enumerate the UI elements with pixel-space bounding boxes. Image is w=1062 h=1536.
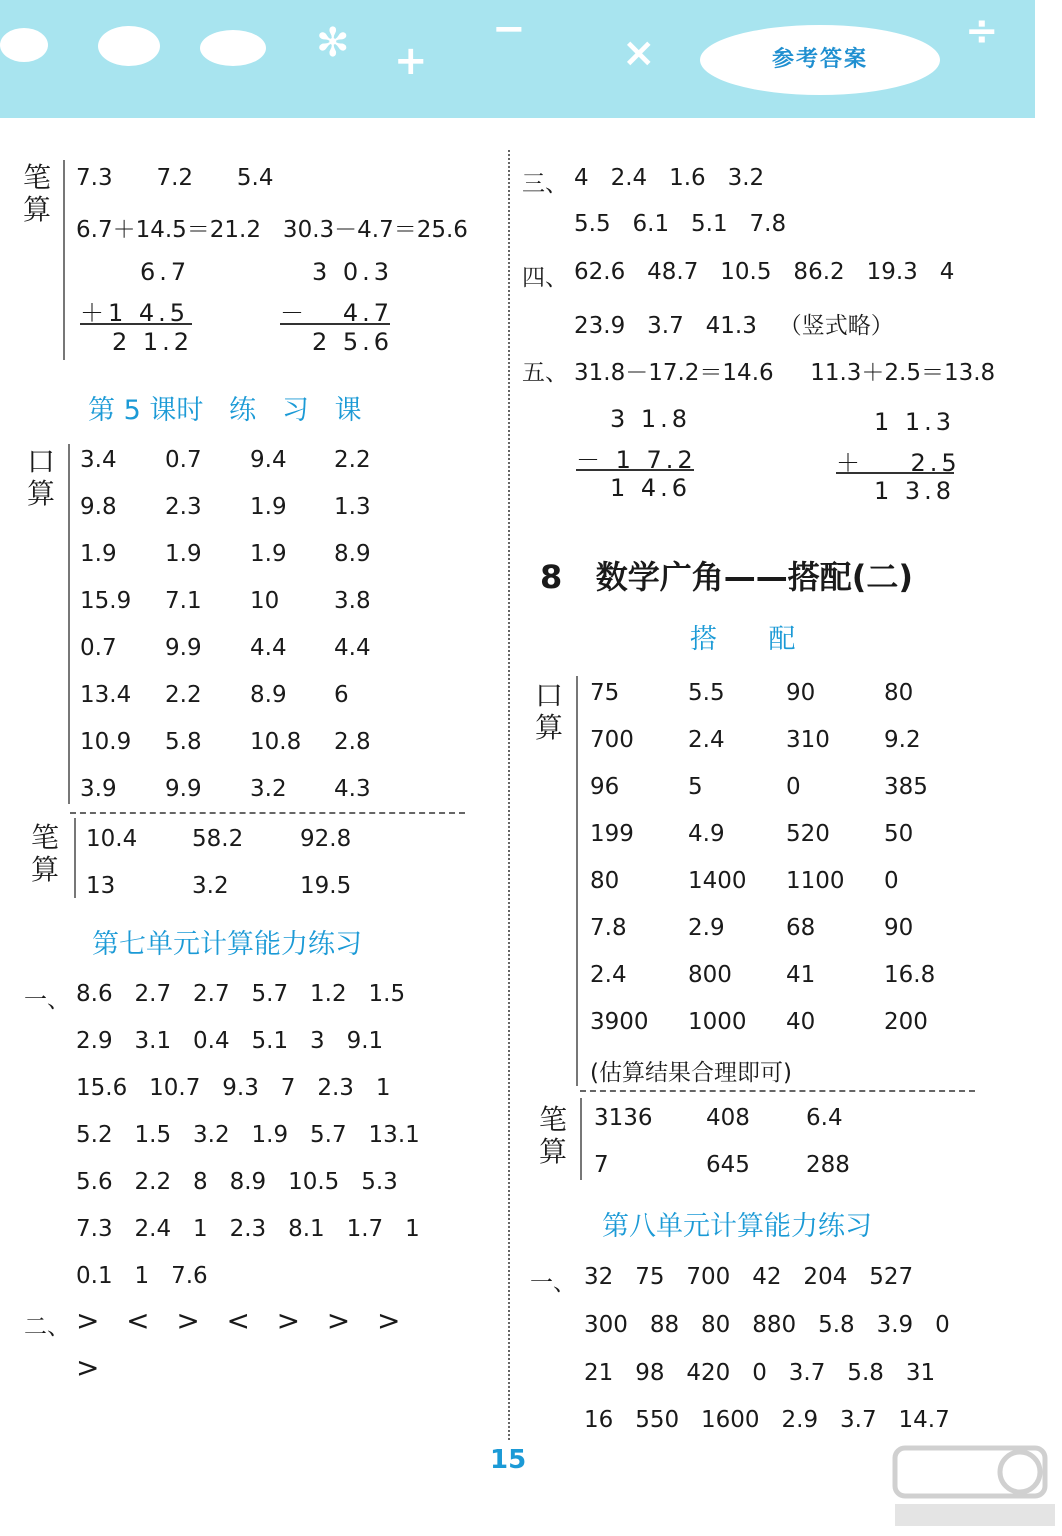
kousuan-cell: 5.5	[688, 680, 725, 706]
dapei-title: 搭 配	[690, 624, 796, 655]
kousuan-cell: 0	[786, 774, 801, 800]
bisuan-cell: 19.5	[300, 873, 352, 899]
bisuan-cell: 408	[706, 1105, 750, 1131]
kousuan-cell: 13.4	[80, 682, 132, 708]
kousuan-cell: 7.8	[590, 915, 627, 941]
label-bar	[74, 818, 76, 898]
vertical-calc-top: 1 1.3	[874, 408, 956, 436]
bisuan-cell: 6.4	[806, 1105, 843, 1131]
kousuan-label: 口算	[26, 445, 55, 510]
kousuan-cell: 1.9	[80, 541, 117, 567]
kousuan-cell: 3.9	[80, 776, 117, 802]
kousuan-cell: 3900	[590, 1009, 649, 1035]
vertical-calc-result: 1 4.6	[610, 474, 692, 502]
label-bar	[576, 676, 578, 1086]
answer-row: 31.8－17.2＝14.6 11.3＋2.5＝13.8	[574, 360, 996, 386]
header-banner	[0, 0, 1035, 118]
answer-row: >	[76, 1351, 100, 1384]
vertical-calc-top: 3 0.3	[312, 258, 394, 286]
kousuan-cell: 1.9	[250, 541, 287, 567]
kousuan-cell: 2.2	[165, 682, 202, 708]
question-prefix: 一、	[530, 1270, 576, 1296]
kousuan-cell: 1400	[688, 868, 747, 894]
kousuan-cell: 2.8	[334, 729, 371, 755]
kousuan-cell: 2.9	[688, 915, 725, 941]
answer-row: 4 2.4 1.6 3.2	[574, 165, 765, 191]
estimate-note: (估算结果合理即可)	[590, 1060, 792, 1086]
answer-row: > < > < > > >	[76, 1304, 401, 1337]
question-prefix: 二、	[24, 1314, 70, 1340]
kousuan-cell: 68	[786, 915, 816, 941]
kousuan-cell: 1.9	[165, 541, 202, 567]
question-prefix: 一、	[24, 987, 70, 1013]
bisuan-label: 笔算	[30, 821, 59, 886]
kousuan-cell: 5	[688, 774, 703, 800]
kousuan-cell: 7.1	[165, 588, 202, 614]
kousuan-cell: 41	[786, 962, 816, 988]
calc-underline	[280, 323, 390, 325]
section-separator	[580, 1090, 975, 1092]
cloud-icon	[98, 26, 160, 66]
kousuan-cell: 96	[590, 774, 620, 800]
calc-underline	[80, 323, 192, 325]
answer-row: 7.3 2.4 1 2.3 8.1 1.7 1	[76, 1216, 420, 1242]
bisuan-cell: 288	[806, 1152, 850, 1178]
bisuan-cell: 13	[86, 873, 116, 899]
kousuan-cell: 2.4	[688, 727, 725, 753]
kousuan-cell: 200	[884, 1009, 928, 1035]
kousuan-cell: 3.8	[334, 588, 371, 614]
bisuan-cell: 3136	[594, 1105, 653, 1131]
section-separator	[70, 812, 465, 814]
kousuan-cell: 80	[590, 868, 620, 894]
answer-row: 32 75 700 42 204 527	[584, 1264, 914, 1290]
bisuan-label: 笔算	[22, 161, 51, 226]
kousuan-label: 口算	[534, 679, 563, 744]
kousuan-cell: 9.8	[80, 494, 117, 520]
vertical-calc-mid: ＋ 2.5	[836, 449, 961, 477]
answer-row: 15.6 10.7 9.3 7 2.3 1	[76, 1075, 391, 1101]
kousuan-cell: 10	[250, 588, 280, 614]
kousuan-cell: 9.9	[165, 635, 202, 661]
kousuan-cell: 700	[590, 727, 634, 753]
bisuan-row: 6.7＋14.5＝21.2 30.3－4.7＝25.6	[76, 217, 468, 243]
kousuan-cell: 800	[688, 962, 732, 988]
kousuan-cell: 4.4	[334, 635, 371, 661]
kousuan-cell: 40	[786, 1009, 816, 1035]
kousuan-cell: 90	[786, 680, 816, 706]
answer-row: 62.6 48.7 10.5 86.2 19.3 4	[574, 259, 955, 285]
kousuan-cell: 1100	[786, 868, 845, 894]
minus-icon: −	[492, 6, 526, 52]
kousuan-cell: 520	[786, 821, 830, 847]
kousuan-cell: 6	[334, 682, 349, 708]
answer-row: 2.9 3.1 0.4 5.1 3 9.1	[76, 1028, 384, 1054]
kousuan-cell: 75	[590, 680, 620, 706]
kousuan-cell: 9.9	[165, 776, 202, 802]
snowflake-icon: ✻	[316, 20, 350, 66]
kousuan-cell: 199	[590, 821, 634, 847]
calc-underline	[836, 472, 954, 474]
vertical-calc-mid: － 1 7.2	[576, 446, 697, 474]
unit7-title: 第七单元计算能力练习	[92, 929, 362, 960]
vertical-calc-top: 6.7	[140, 258, 191, 286]
kousuan-cell: 90	[884, 915, 914, 941]
cloud-icon	[200, 30, 266, 66]
calc-underline	[576, 469, 694, 471]
answer-row: 5.5 6.1 5.1 7.8	[574, 211, 787, 237]
label-bar	[63, 160, 65, 360]
answer-row: 16 550 1600 2.9 3.7 14.7	[584, 1407, 950, 1433]
column-divider	[508, 150, 510, 1440]
bisuan-cell: 92.8	[300, 826, 352, 852]
unit8-title: 第八单元计算能力练习	[602, 1211, 872, 1242]
times-icon: ×	[622, 30, 656, 76]
vertical-calc-result: 1 3.8	[874, 477, 956, 505]
kousuan-cell: 80	[884, 680, 914, 706]
kousuan-cell: 8.9	[250, 682, 287, 708]
bisuan-cell: 10.4	[86, 826, 138, 852]
bisuan-cell: 58.2	[192, 826, 244, 852]
bisuan-label: 笔算	[538, 1103, 567, 1168]
vertical-calc-result: 2 1.2	[112, 328, 194, 356]
answer-title: 参考答案	[700, 25, 940, 95]
kousuan-cell: 0.7	[80, 635, 117, 661]
bisuan-cell: 645	[706, 1152, 750, 1178]
bisuan-row: 7.3 7.2 5.4	[76, 165, 274, 191]
kousuan-cell: 50	[884, 821, 914, 847]
kousuan-cell: 8.9	[334, 541, 371, 567]
kousuan-cell: 4.3	[334, 776, 371, 802]
section8-title: 8 数学广角——搭配(二)	[540, 558, 913, 596]
kousuan-cell: 3.4	[80, 447, 117, 473]
kousuan-cell: 1.3	[334, 494, 371, 520]
label-bar	[68, 444, 70, 804]
vertical-calc-mid: ＋1 4.5	[80, 299, 190, 327]
label-bar	[580, 1098, 582, 1180]
vertical-calc-result: 2 5.6	[312, 328, 394, 356]
bisuan-cell: 3.2	[192, 873, 229, 899]
kousuan-cell: 9.2	[884, 727, 921, 753]
answer-row: 21 98 420 0 3.7 5.8 31	[584, 1360, 936, 1386]
kousuan-cell: 2.2	[334, 447, 371, 473]
answer-row: 23.9 3.7 41.3 （竖式略）	[574, 313, 894, 339]
vertical-calc-mid: － 4.7	[280, 299, 394, 327]
kousuan-cell: 10.9	[80, 729, 132, 755]
kousuan-cell: 2.4	[590, 962, 627, 988]
kousuan-cell: 9.4	[250, 447, 287, 473]
answer-row: 5.2 1.5 3.2 1.9 5.7 13.1	[76, 1122, 420, 1148]
question-prefix: 五、	[522, 360, 568, 386]
plus-icon: +	[394, 38, 428, 84]
lesson5-title: 第 5 课时 练 习 课	[88, 395, 362, 426]
kousuan-cell: 2.3	[165, 494, 202, 520]
question-prefix: 三、	[522, 171, 568, 197]
question-prefix: 四、	[522, 265, 568, 291]
cloud-icon	[0, 28, 48, 62]
answer-row: 8.6 2.7 2.7 5.7 1.2 1.5	[76, 981, 406, 1007]
bisuan-cell: 7	[594, 1152, 609, 1178]
kousuan-cell: 16.8	[884, 962, 936, 988]
kousuan-cell: 0	[884, 868, 899, 894]
watermark-logo	[890, 1440, 1060, 1530]
kousuan-cell: 1000	[688, 1009, 747, 1035]
kousuan-cell: 3.2	[250, 776, 287, 802]
kousuan-cell: 0.7	[165, 447, 202, 473]
kousuan-cell: 385	[884, 774, 928, 800]
kousuan-cell: 15.9	[80, 588, 132, 614]
kousuan-cell: 310	[786, 727, 830, 753]
kousuan-cell: 1.9	[250, 494, 287, 520]
kousuan-cell: 10.8	[250, 729, 302, 755]
answer-row: 5.6 2.2 8 8.9 10.5 5.3	[76, 1169, 398, 1195]
divide-icon: ÷	[965, 8, 999, 54]
answer-row: 0.1 1 7.6	[76, 1263, 208, 1289]
kousuan-cell: 4.4	[250, 635, 287, 661]
kousuan-cell: 4.9	[688, 821, 725, 847]
kousuan-cell: 5.8	[165, 729, 202, 755]
page-number: 15	[490, 1445, 527, 1475]
vertical-calc-top: 3 1.8	[610, 405, 692, 433]
answer-row: 300 88 80 880 5.8 3.9 0	[584, 1312, 950, 1338]
